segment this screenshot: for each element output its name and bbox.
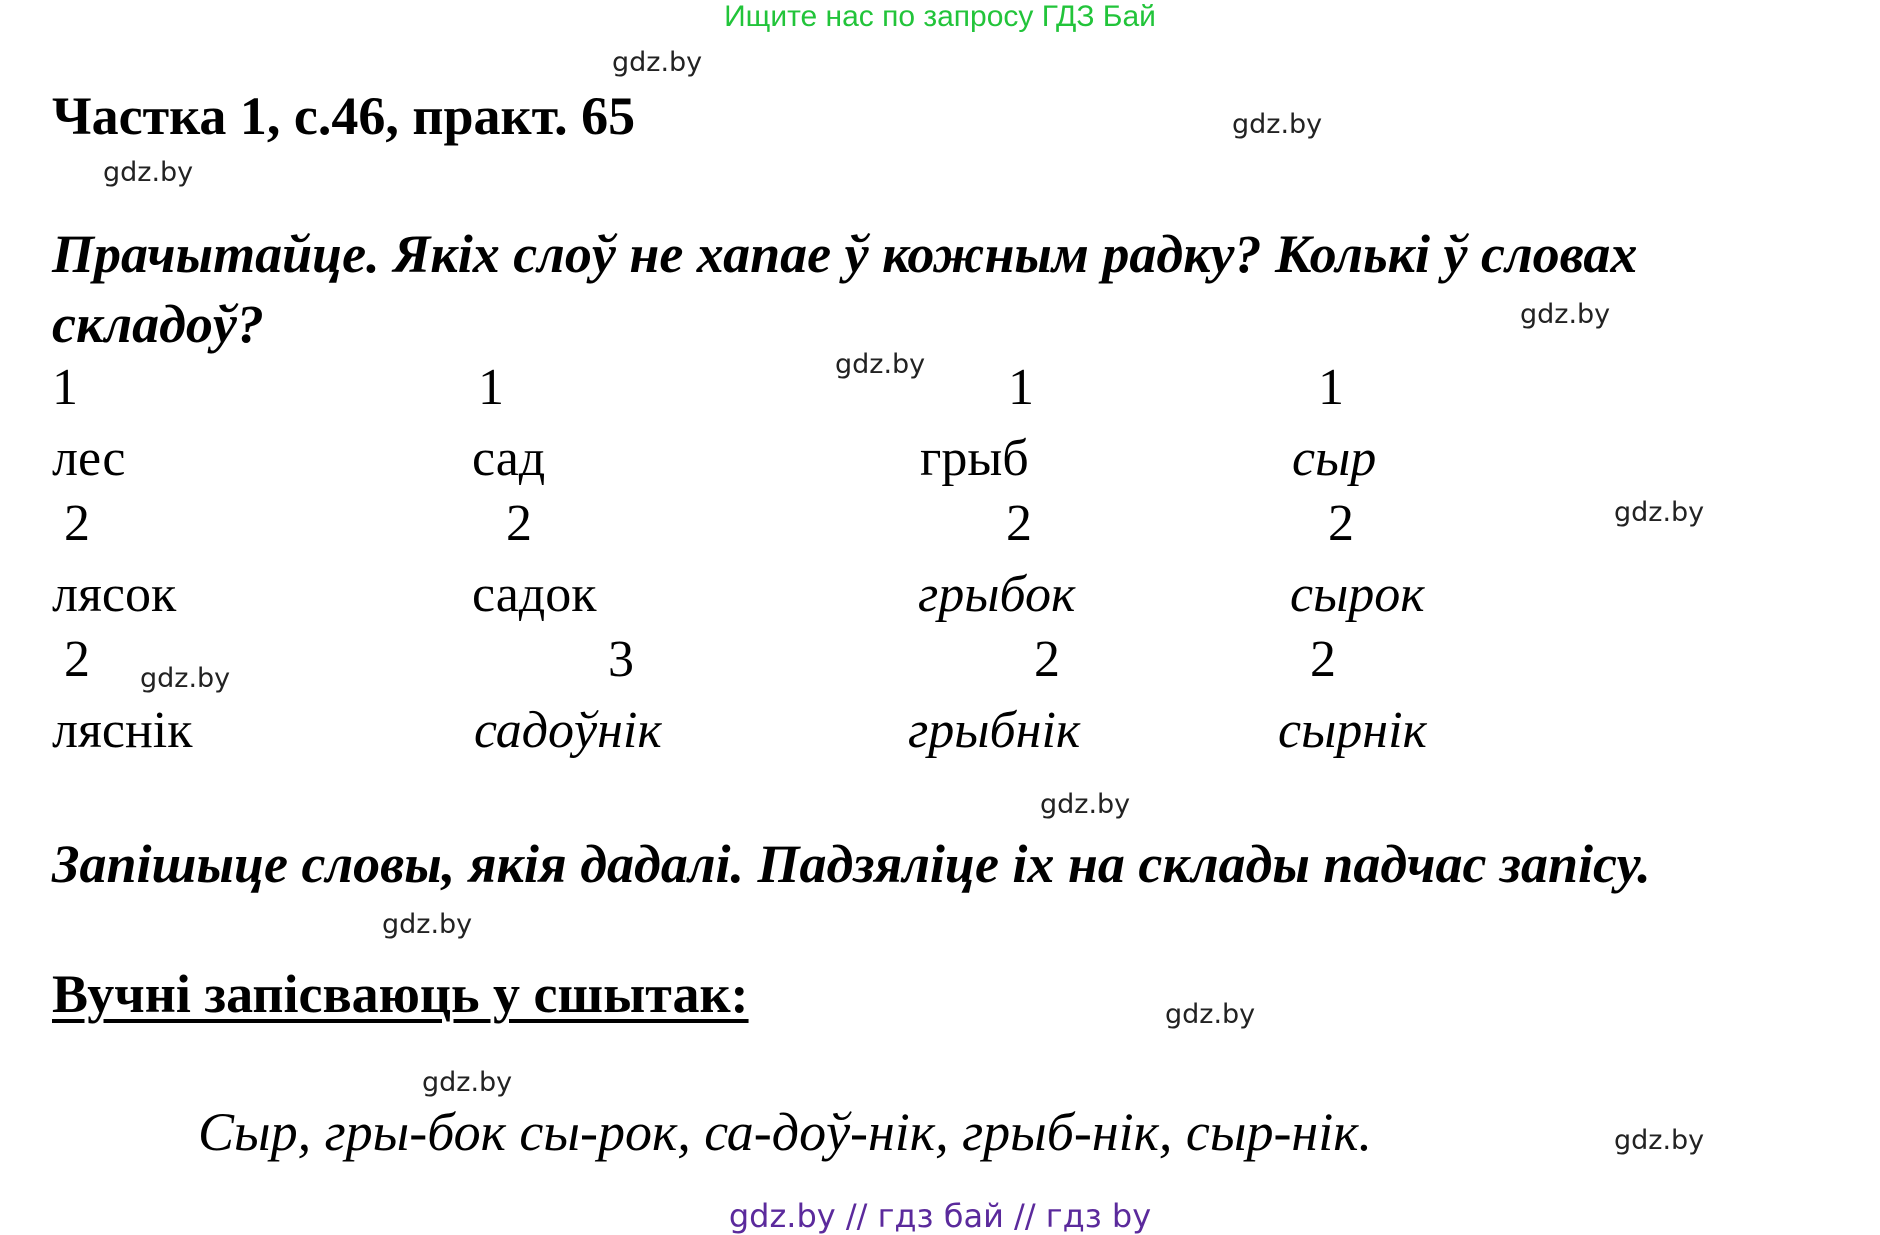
watermark: gdz.by <box>422 1067 513 1098</box>
syllable-count: 2 <box>1328 495 1354 552</box>
syllable-count: 2 <box>1006 495 1032 552</box>
watermark: gdz.by <box>1165 999 1256 1030</box>
watermark: gdz.by <box>103 157 194 188</box>
syllable-count: 1 <box>52 359 78 416</box>
task-instruction-2: Запішыце словы, якія дадалі. Падзяліце іх на склады падчас запісу. <box>52 834 1651 894</box>
added-word: сырнік <box>1278 702 1427 759</box>
syllable-count: 2 <box>506 495 532 552</box>
word: садок <box>472 566 597 623</box>
word: лясок <box>52 566 177 623</box>
added-word: садоўнік <box>474 702 662 759</box>
watermark: gdz.by <box>140 663 231 694</box>
watermark: gdz.by <box>1520 299 1611 330</box>
syllable-count: 1 <box>1318 359 1344 416</box>
added-word: грыбнік <box>908 702 1081 759</box>
syllable-count: 2 <box>64 495 90 552</box>
added-word: сырок <box>1290 566 1425 623</box>
syllable-count: 2 <box>64 631 90 688</box>
watermark: gdz.by <box>1614 1125 1705 1156</box>
watermark: gdz.by <box>1614 497 1705 528</box>
watermark: gdz.by <box>382 909 473 940</box>
syllable-count: 1 <box>1008 359 1034 416</box>
answer-text: Сыр, гры-бок сы-рок, са-доў-нік, грыб-нік, сыр-нік. <box>198 1102 1372 1162</box>
watermark: gdz.by <box>835 349 926 380</box>
added-word: сыр <box>1292 430 1377 487</box>
syllable-count: 3 <box>608 631 634 688</box>
syllable-count: 1 <box>478 359 504 416</box>
word: лес <box>52 430 126 487</box>
watermark: gdz.by <box>612 47 703 78</box>
syllable-count: 2 <box>1034 631 1060 688</box>
task-instruction-line-2: складоў? <box>52 294 264 354</box>
word: сад <box>472 430 546 487</box>
word: грыб <box>920 430 1029 487</box>
task-instruction-line-1: Прачытайце. Якіх слоў не хапае ў кожным радку? Колькі ў словах <box>52 224 1638 284</box>
footer-links[interactable]: gdz.by // гдз бай // гдз by <box>728 1197 1152 1235</box>
subheading: Вучні запісваюць у сшытак: <box>52 964 749 1024</box>
watermark: gdz.by <box>1040 789 1131 820</box>
watermark: gdz.by <box>1232 109 1323 140</box>
page-title: Частка 1, с.46, практ. 65 <box>52 86 636 146</box>
word: ляснік <box>52 702 193 759</box>
search-banner[interactable]: Ищите нас по запросу ГДЗ Бай <box>724 0 1156 33</box>
added-word: грыбок <box>918 566 1076 623</box>
syllable-count: 2 <box>1310 631 1336 688</box>
